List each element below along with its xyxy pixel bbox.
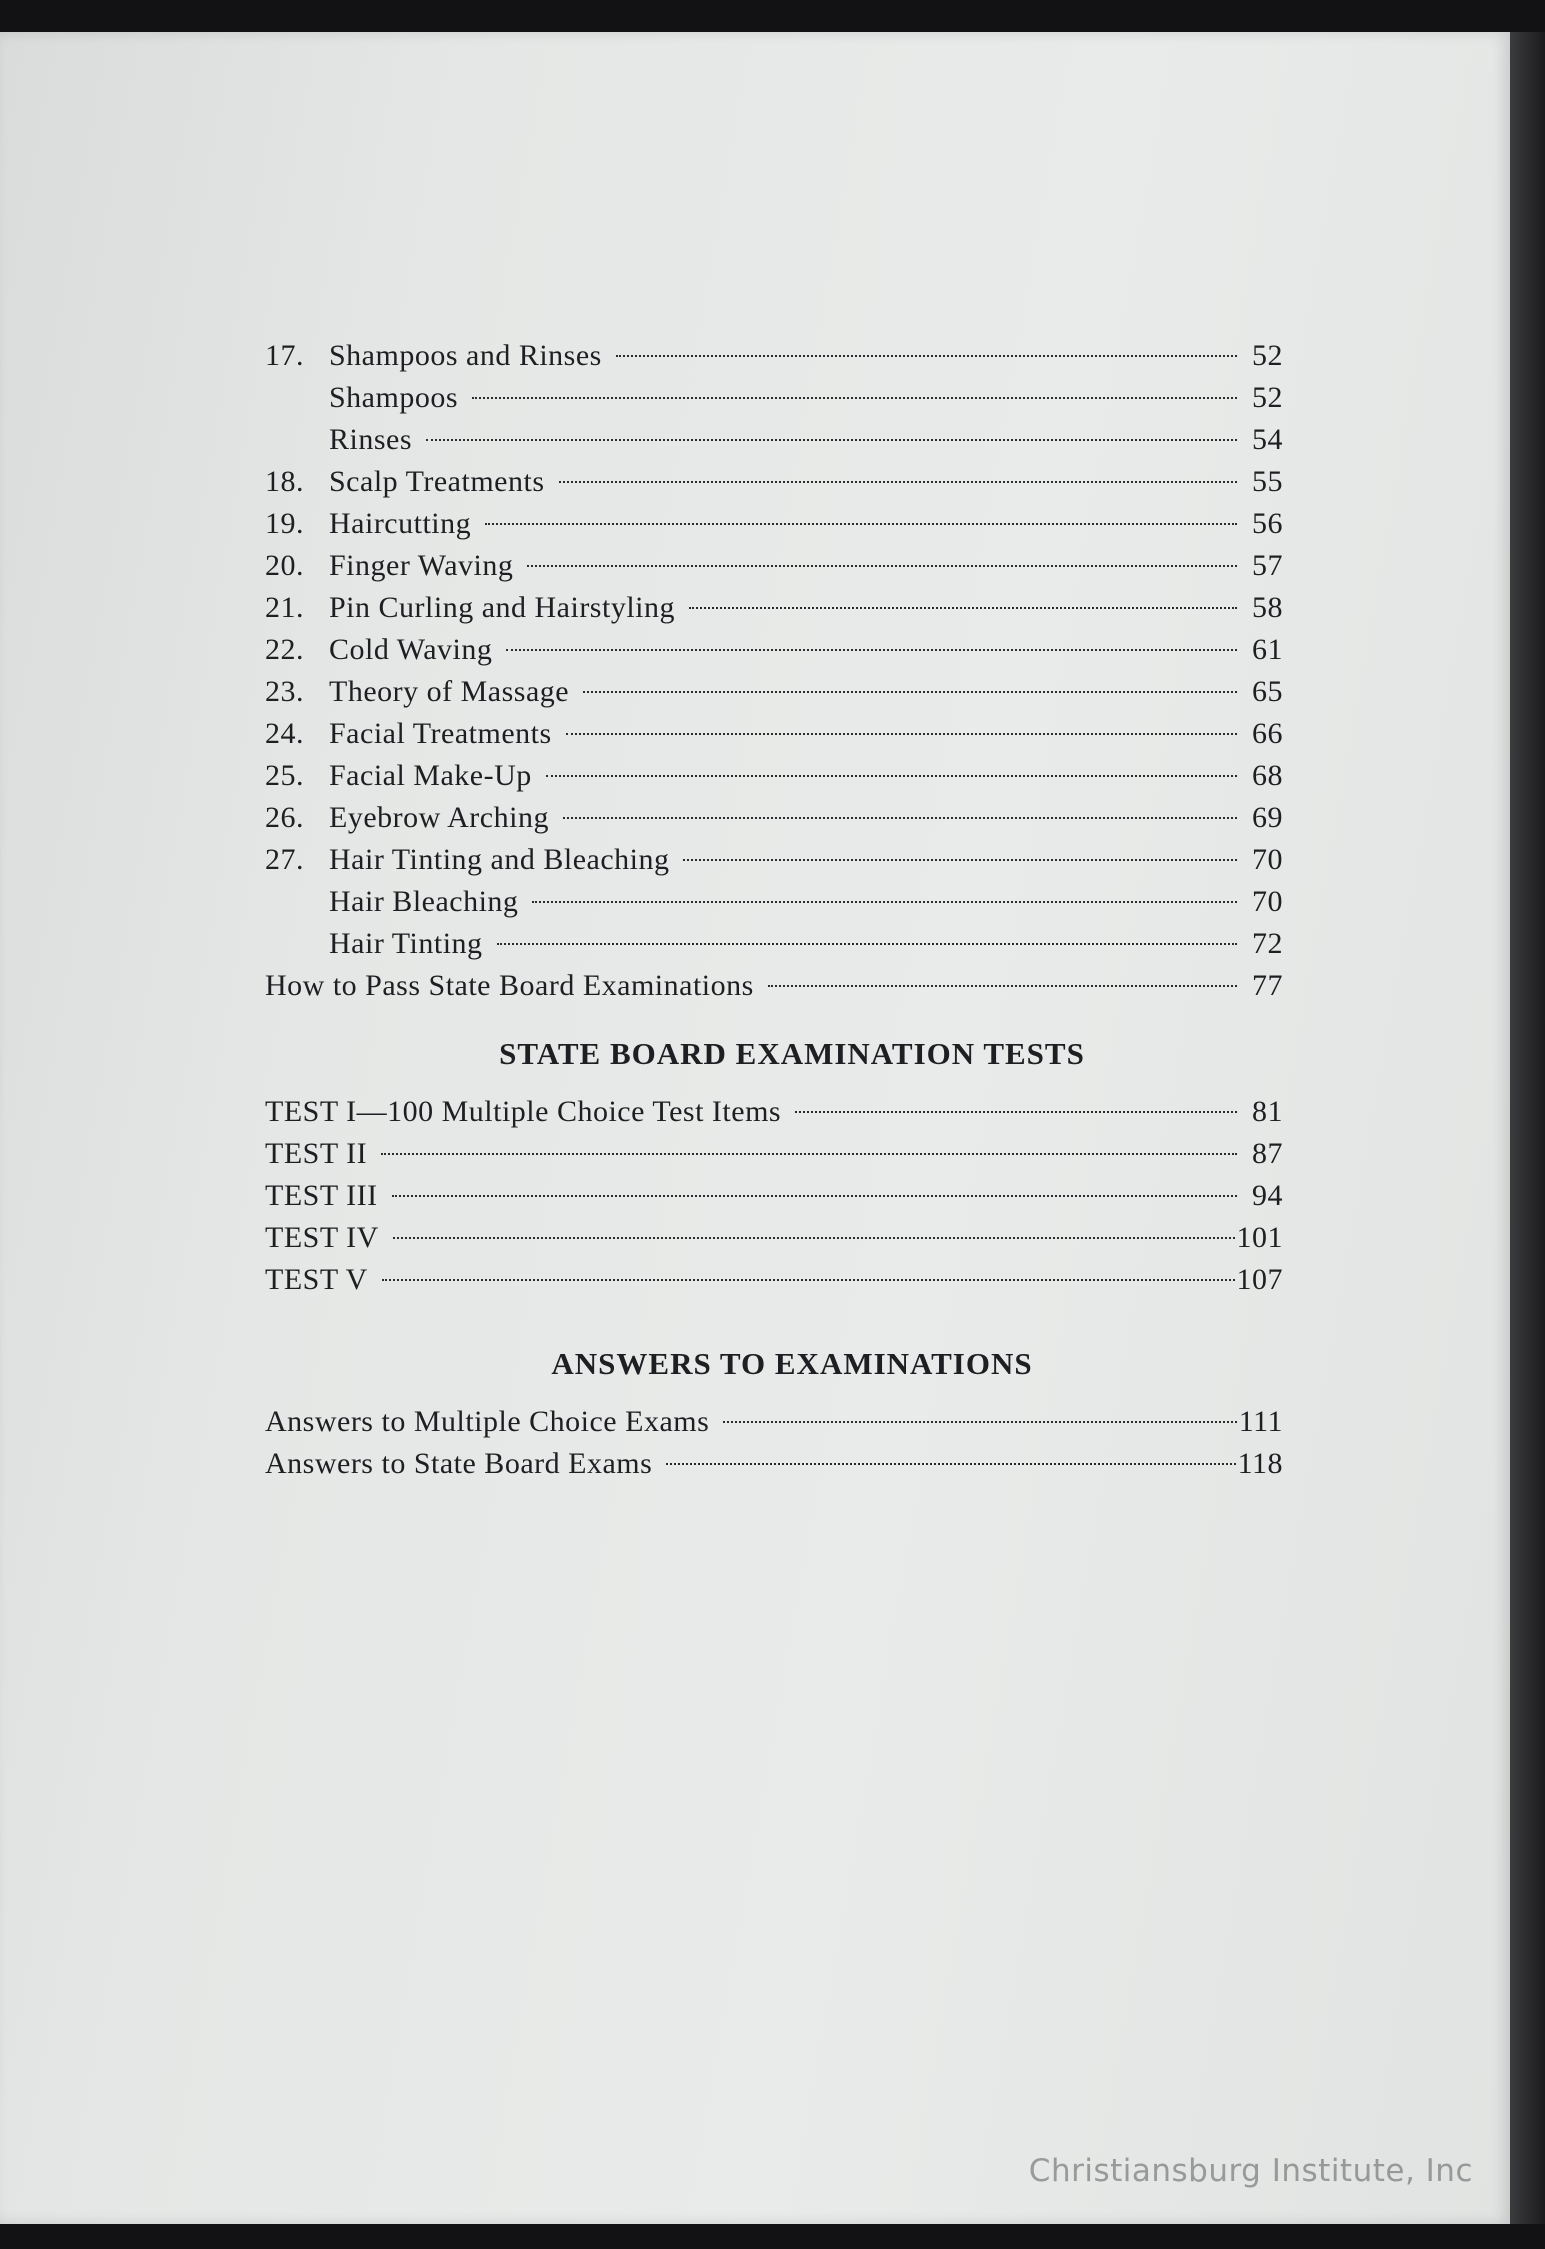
entry-title: TEST I—100 Multiple Choice Test Items — [265, 1095, 782, 1128]
entry-title: Cold Waving — [329, 633, 493, 666]
entry-title: Rinses — [329, 423, 413, 456]
entry-number: 20. — [265, 549, 304, 582]
entry-page: 57 — [1252, 549, 1283, 582]
toc-entry — [265, 377, 1283, 419]
entry-number: 23. — [265, 675, 304, 708]
toc-entry — [265, 503, 1283, 545]
entry-page: 52 — [1252, 381, 1283, 414]
dot-leader — [381, 1153, 1237, 1155]
entry-page: 65 — [1252, 675, 1283, 708]
entry-title: TEST IV — [265, 1221, 379, 1254]
toc-entry — [265, 713, 1283, 755]
dot-leader — [497, 943, 1237, 945]
entry-page: 56 — [1252, 507, 1283, 540]
answers-heading: ANSWERS TO EXAMINATIONS — [551, 1346, 1033, 1381]
page-edge — [1510, 32, 1545, 2224]
entry-title: Hair Bleaching — [329, 885, 519, 918]
test-entry — [265, 1091, 1283, 1133]
entry-number: 18. — [265, 465, 304, 498]
entry-page: 72 — [1252, 927, 1283, 960]
dot-leader — [768, 985, 1237, 987]
entry-page: 61 — [1252, 633, 1283, 666]
entry-page: 68 — [1252, 759, 1283, 792]
entry-title: Facial Make-Up — [329, 759, 532, 792]
dot-leader — [382, 1279, 1235, 1281]
dot-leader — [393, 1237, 1235, 1239]
entry-title: Hair Tinting — [329, 927, 483, 960]
answer-entry — [265, 1443, 1283, 1485]
entry-page: 70 — [1252, 843, 1283, 876]
entry-number: 27. — [265, 843, 304, 876]
dot-leader — [532, 901, 1237, 903]
test-entry — [265, 1259, 1283, 1301]
dot-leader — [795, 1111, 1237, 1113]
entry-number: 21. — [265, 591, 304, 624]
entry-page: 87 — [1252, 1137, 1283, 1170]
toc-entry — [265, 881, 1283, 923]
toc-entry — [265, 335, 1283, 377]
entry-page: 77 — [1252, 969, 1283, 1002]
entry-page: 107 — [1236, 1263, 1283, 1296]
toc-entry — [265, 629, 1283, 671]
entry-title: TEST III — [265, 1179, 378, 1212]
entry-title: Eyebrow Arching — [329, 801, 549, 834]
entry-number: 19. — [265, 507, 304, 540]
toc-entry — [265, 923, 1283, 965]
entry-page: 58 — [1252, 591, 1283, 624]
entry-page: 118 — [1237, 1447, 1283, 1480]
dot-leader — [559, 481, 1238, 483]
dot-leader — [392, 1195, 1237, 1197]
toc-entry — [265, 461, 1283, 503]
dot-leader — [546, 775, 1237, 777]
entry-page: 94 — [1252, 1179, 1283, 1212]
entry-title: Pin Curling and Hairstyling — [329, 591, 675, 624]
toc-entry — [265, 965, 1283, 1007]
entry-number: 17. — [265, 339, 304, 372]
dot-leader — [583, 691, 1237, 693]
dot-leader — [426, 439, 1237, 441]
answer-entry — [265, 1401, 1283, 1443]
entry-title: Theory of Massage — [329, 675, 570, 708]
entry-title: How to Pass State Board Examinations — [265, 969, 754, 1002]
entry-number: 26. — [265, 801, 304, 834]
entry-page: 52 — [1252, 339, 1283, 372]
entry-title: Hair Tinting and Bleaching — [329, 843, 670, 876]
entry-page: 54 — [1252, 423, 1283, 456]
dot-leader — [506, 649, 1237, 651]
tests-heading: STATE BOARD EXAMINATION TESTS — [499, 1036, 1085, 1071]
entry-title: TEST II — [265, 1137, 368, 1170]
toc-entry — [265, 419, 1283, 461]
dot-leader — [566, 733, 1237, 735]
dot-leader — [563, 817, 1237, 819]
entry-number: 25. — [265, 759, 304, 792]
toc-entry — [265, 755, 1283, 797]
dot-leader — [616, 355, 1237, 357]
entry-page: 70 — [1252, 885, 1283, 918]
toc-entry — [265, 797, 1283, 839]
entry-title: Scalp Treatments — [329, 465, 545, 498]
dot-leader — [666, 1463, 1235, 1465]
test-entry — [265, 1217, 1283, 1259]
dot-leader — [689, 607, 1237, 609]
entry-title: Shampoos and Rinses — [329, 339, 602, 372]
entry-page: 69 — [1252, 801, 1283, 834]
entry-title: Shampoos — [329, 381, 459, 414]
entry-title: Answers to Multiple Choice Exams — [265, 1405, 710, 1438]
entry-title: Facial Treatments — [329, 717, 552, 750]
entry-title: Finger Waving — [329, 549, 514, 582]
entry-page: 66 — [1252, 717, 1283, 750]
toc-entry — [265, 587, 1283, 629]
dot-leader — [485, 523, 1237, 525]
entry-title: TEST V — [265, 1263, 368, 1296]
entry-page: 111 — [1238, 1405, 1283, 1438]
table-of-contents — [265, 335, 1283, 1485]
entry-number: 22. — [265, 633, 304, 666]
entry-page: 55 — [1252, 465, 1283, 498]
entry-title: Answers to State Board Exams — [265, 1447, 653, 1480]
dot-leader — [527, 565, 1237, 567]
dot-leader — [683, 859, 1237, 861]
entry-page: 81 — [1252, 1095, 1283, 1128]
toc-entry — [265, 839, 1283, 881]
toc-entry — [265, 671, 1283, 713]
watermark: Christiansburg Institute, Inc — [1028, 2153, 1473, 2189]
test-entry — [265, 1175, 1283, 1217]
test-entry — [265, 1133, 1283, 1175]
toc-entry — [265, 545, 1283, 587]
entry-page: 101 — [1236, 1221, 1283, 1254]
dot-leader — [723, 1421, 1236, 1423]
entry-number: 24. — [265, 717, 304, 750]
dot-leader — [472, 397, 1237, 399]
entry-title: Haircutting — [329, 507, 472, 540]
